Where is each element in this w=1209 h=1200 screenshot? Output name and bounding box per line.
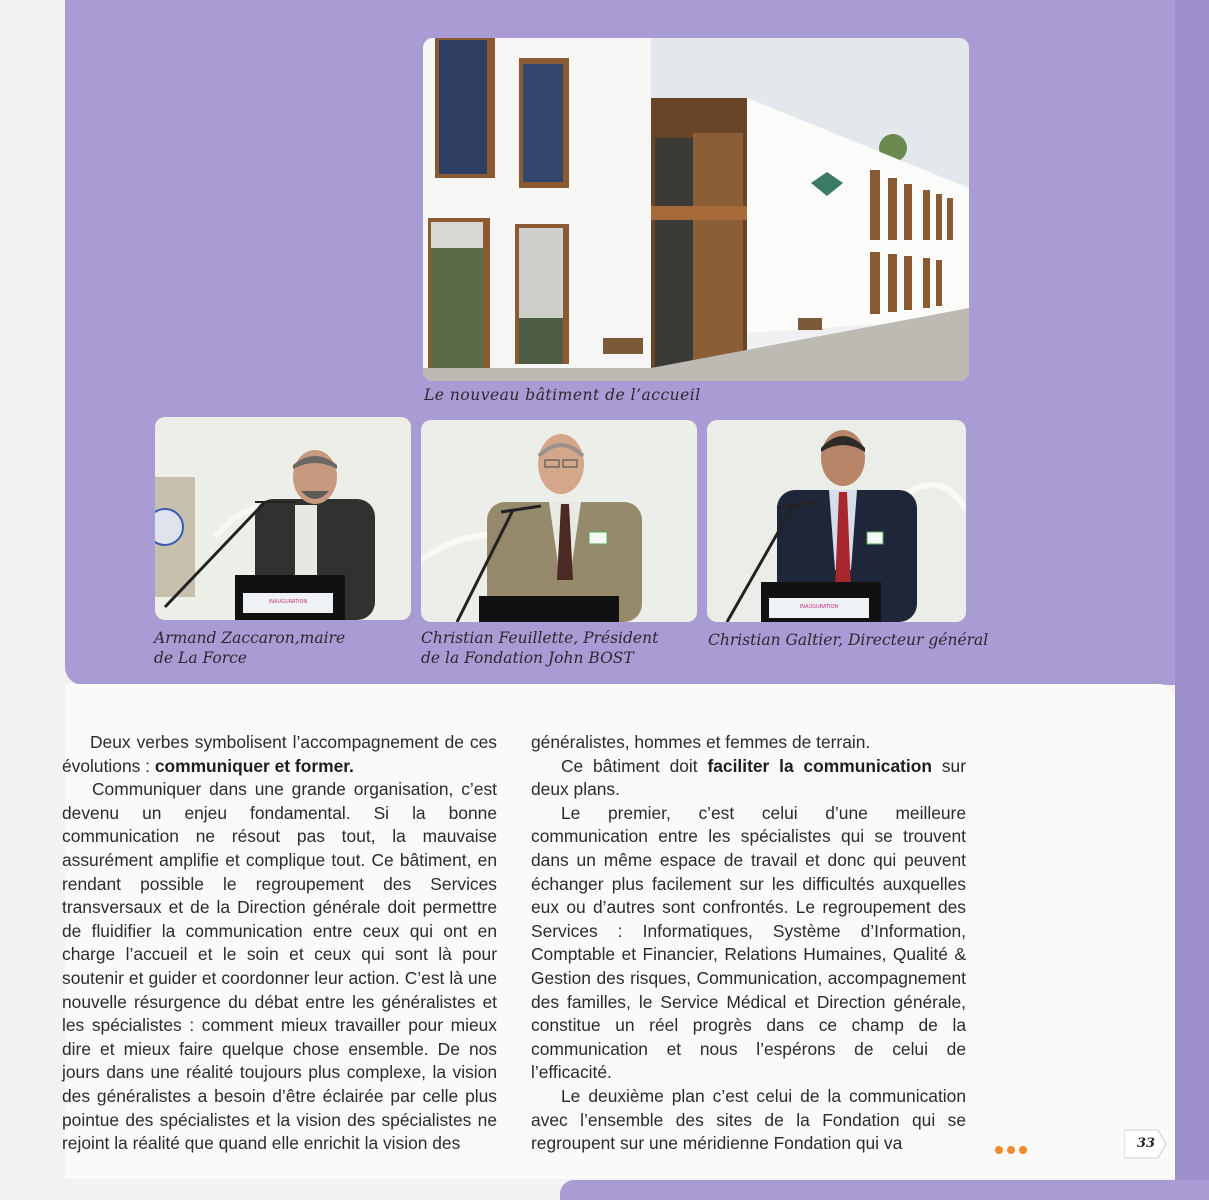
speaker-photo-3 [707, 420, 966, 622]
paragraph-first-plan: Le premier, c’est celui d’une meilleure communication entre les spécialistes qui se trouvent dans un même espace de travail et donc qui peuvent échanger plus facilement sur les difficultés auxquelles eux ou d’autres sont confrontés. Le regroupement des Services : Informatiques, Système d’Information, Comptable et Financier, Relations Humaines, Qualité & Gestion des risques, Communication, accompagnement des familles, le Service Médical et Direction générale, constitue un réel progrès dans ce champ de la communication et nous l’espérons de celui de l’efficacité. [531, 802, 966, 1083]
two-plans-emphasis: faciliter la communication [707, 755, 933, 776]
article-column-right [531, 731, 966, 1156]
speaker-caption-3 [708, 630, 998, 650]
building-photo [423, 38, 969, 381]
intro-emphasis: communiquer et former. [154, 755, 354, 776]
two-plans-text-a: Ce bâtiment doit [561, 755, 708, 776]
svg-text:INAUGURATION: INAUGURATION [799, 604, 839, 610]
intro-text: Deux verbes symbolisent l’accompagnement de ces évolutions : [62, 732, 497, 776]
bottom-band [560, 1180, 1209, 1200]
paragraph-second-plan: Le deuxième plan c’est celui de la communication avec l’ensemble des sites de la Fondation qui se regroupent sur une méridienne Fondation qui va [531, 1085, 966, 1154]
paragraph-intro [62, 731, 497, 778]
paragraph-communication: Communiquer dans une grande organisation, c’est devenu un enjeu fondamental. Si la bonne communication ne résout pas tout, la mauvaise assurément amplifie et complique tout. Ce bâtiment, en rendant possible le regroupement des Services transversaux et de la Direction générale doit permettre de fluidifier la communication entre ceux qui ont en charge l’accueil et le soin et ceux qui sont là pour soutenir et guider et coordonner leur action. C’est là une nouvelle résurgence du débat entre les généralistes et les spécialistes : comment mieux travailler pour mieux dire et mieux faire quelque chose ensemble. De nos jours dans une réalité toujours plus complexe, la vision des généralistes a besoin d’être éclairée par celle plus pointue des spécialistes et la vision des spécialistes ne rejoint la réalité que quand elle enrichit la vision des [62, 779, 497, 1154]
speaker-caption-2-line1: Christian Feuillette, Président [421, 629, 659, 647]
speaker-photo-1 [155, 417, 411, 620]
page-edge-strip [1175, 0, 1209, 1200]
article-column-left [62, 731, 497, 1156]
speaker-caption-3-line1: Christian Galtier, Directeur général [708, 631, 989, 649]
svg-text:INAUGURATION: INAUGURATION [268, 599, 308, 605]
speaker-caption-1 [154, 628, 414, 668]
paragraph-two-plans [531, 755, 966, 802]
continuation-dots-icon [995, 1139, 1035, 1151]
speaker-caption-1-line1: Armand Zaccaron,maire [154, 629, 346, 647]
page-number: 33 [1136, 1136, 1156, 1151]
speaker-caption-2 [421, 628, 701, 668]
two-plans-text-c: sur deux plans. [531, 755, 967, 800]
speaker-caption-2-line2: de la Fondation John BOST [421, 649, 634, 667]
building-caption: Le nouveau bâtiment de l’accueil [424, 386, 701, 404]
speaker-caption-1-line2: de La Force [154, 649, 247, 667]
speaker-photo-2 [421, 420, 697, 622]
paragraph-continuation: généralistes, hommes et femmes de terrain. [531, 732, 871, 752]
